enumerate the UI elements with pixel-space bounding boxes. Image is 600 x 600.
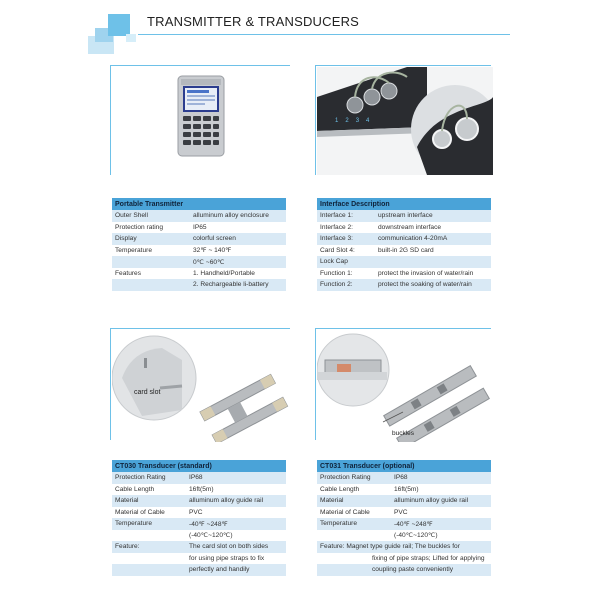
table-row: Protection rating IP65 — [112, 222, 286, 234]
table-row: Protection Rating IP68 — [112, 472, 286, 484]
table-title: Portable Transmitter — [112, 198, 286, 210]
panel-frame — [315, 65, 316, 175]
transmitter-image — [168, 74, 234, 158]
table-row: Material of Cable PVC — [317, 507, 491, 519]
table-row: Interface 3: communication 4-20mA — [317, 233, 491, 245]
table-row: (-40℃~120℃) — [317, 530, 491, 542]
interface-spec-table — [317, 198, 491, 291]
interface-label: 4 — [366, 118, 370, 124]
table-row: coupling paste conveniently — [317, 564, 491, 576]
table-row: Outer Shell alluminum alloy enclosure — [112, 210, 286, 222]
ct031-image — [317, 330, 493, 442]
table-row: Cable Length 16ft(5m) — [112, 484, 286, 496]
interface-label: 3 — [355, 118, 360, 124]
table-row: Material alluminum alloy guide rail — [317, 495, 491, 507]
table-row: Material alluminum alloy guide rail — [112, 495, 286, 507]
table-row: fixing of pipe straps; Lifted for applying — [317, 553, 491, 565]
ct030-spec-table — [112, 460, 286, 576]
table-row: Function 2: protect the soaking of water/rain — [317, 279, 491, 291]
table-title: CT030 Transducer (standard) — [112, 460, 286, 472]
table-row: Card Slot 4: built-in 2G SD card — [317, 245, 491, 257]
ct031-spec-table — [317, 460, 491, 576]
transmitter-spec-table — [112, 198, 286, 291]
panel-frame — [110, 65, 111, 175]
panel-frame — [315, 65, 491, 66]
table-row: Temperature -40℉ ~248℉ — [317, 518, 491, 530]
table-row: Cable Length 16ft(5m) — [317, 484, 491, 496]
panel-frame — [315, 328, 316, 440]
table-row: Protection Rating IP68 — [317, 472, 491, 484]
card-slot-label: card slot — [134, 389, 161, 396]
table-row: Temperature -40℉ ~248℉ — [112, 518, 286, 530]
table-row: Temperature 32℉ ~ 140℉ — [112, 245, 286, 257]
table-row: Material of Cable PVC — [112, 507, 286, 519]
table-title: CT031 Transducer (optional) — [317, 460, 491, 472]
table-row: Interface 2: downstream interface — [317, 222, 491, 234]
table-title: Interface Description — [317, 198, 491, 210]
table-row: (-40℃~120℃) — [112, 530, 286, 542]
table-row: 2. Rechargeable li-battery — [112, 279, 286, 291]
buckles-label: buckles — [392, 430, 415, 437]
table-row: perfectly and handily — [112, 564, 286, 576]
header-decor-square — [126, 34, 136, 42]
panel-frame — [110, 65, 290, 66]
table-row: Feature: Magnet type guide rail; The buckles for — [317, 541, 491, 553]
panel-frame — [110, 328, 111, 440]
page-title: TRANSMITTER & TRANSDUCERS — [147, 14, 360, 29]
table-row: for using pipe straps to fix — [112, 553, 286, 565]
interface-image — [317, 67, 493, 175]
panel-frame — [315, 328, 491, 329]
table-row: Function 1: protect the invasion of water/rain — [317, 268, 491, 280]
table-row: Feature: The card slot on both sides — [112, 541, 286, 553]
table-row: 0℃ ~60℃ — [112, 256, 286, 268]
interface-label: 1 — [335, 118, 339, 124]
interface-label: 2 — [345, 118, 349, 124]
header-rule — [138, 34, 510, 35]
table-row: Features 1. Handheld/Portable — [112, 268, 286, 280]
table-row: Interface 1: upstream interface — [317, 210, 491, 222]
panel-frame — [110, 328, 290, 329]
ct030-image — [112, 330, 292, 442]
header-decor-square — [108, 14, 130, 36]
table-row: Display colorful screen — [112, 233, 286, 245]
table-row: Lock Cap — [317, 256, 491, 268]
